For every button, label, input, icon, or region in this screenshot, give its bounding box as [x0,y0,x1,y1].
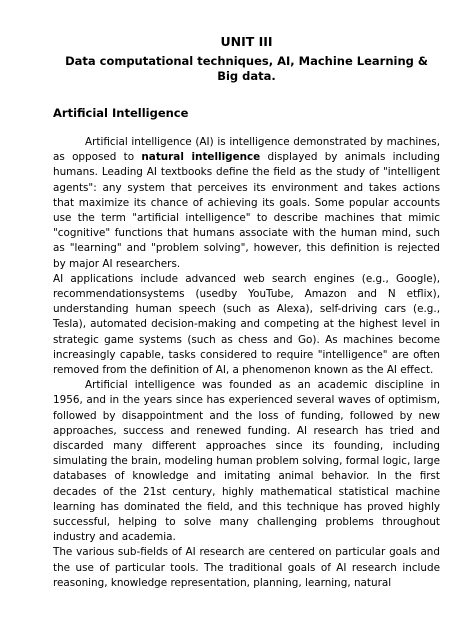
paragraph-ai-applications: AI applications include advanced web search engines (e.g., Google), recommendationsystems (usedby YouTube, Amazon and N etflix), understanding human speech (such as Alexa), self-driving cars (e.g., Tesla), automated decision-making and competing at the highest level in strategic game systems (such as chess and Go). As machines become increasingly capable, tasks considered to require "intelligence" are often removed from the definition of AI, a phenomenon known as the AI effect. [53,272,440,377]
unit-heading: UNIT III [220,34,273,49]
paragraph-ai-history: Artificial intelligence was founded as an academic discipline in 1956, and in the years since has experienced several waves of optimism, followed by disappointment and the loss of funding, followed by new approaches, success and renewed funding. AI research has tried and discarded many different approaches since its founding, including simulating the brain, modeling human problem solving, formal logic, large databases of knowledge and imitating animal behavior. In the first decades of the 21st century, highly mathematical statistical machine learning has dominated the field, and this technique has proved highly successful, helping to solve many challenging problems throughout industry and academia. [53,379,440,544]
paragraph-ai-definition [53,135,440,272]
bold-term-natural-intelligence: natural intelligence [141,151,261,164]
paragraph-text: Artificial intelligence (AI) is intelligence demonstrated by machines, as opposed to [53,136,440,164]
section-title: Artificial Intelligence [53,106,189,120]
document-subtitle: Data computational techniques, AI, Machine Learning & Big data. [65,54,428,83]
paragraph-ai-subfields: The various sub-fields of AI research are centered on particular goals and the use of particular tools. The traditional goals of AI research include reasoning, knowledge representation, planning, learning, natural [53,546,440,589]
paragraph-text: displayed by animals including humans. Leading AI textbooks define the field as the study of "intelligent agents": any system that perceives its environment and takes actions that maximize its chance of achieving its goals. Some popular accounts use the term "artificial intelligence" to describe machines that mimic "cognitive" functions that humans associate with the human mind, such as "learning" and "problem solving", however, this definition is rejected by major AI researchers. [53,151,440,270]
